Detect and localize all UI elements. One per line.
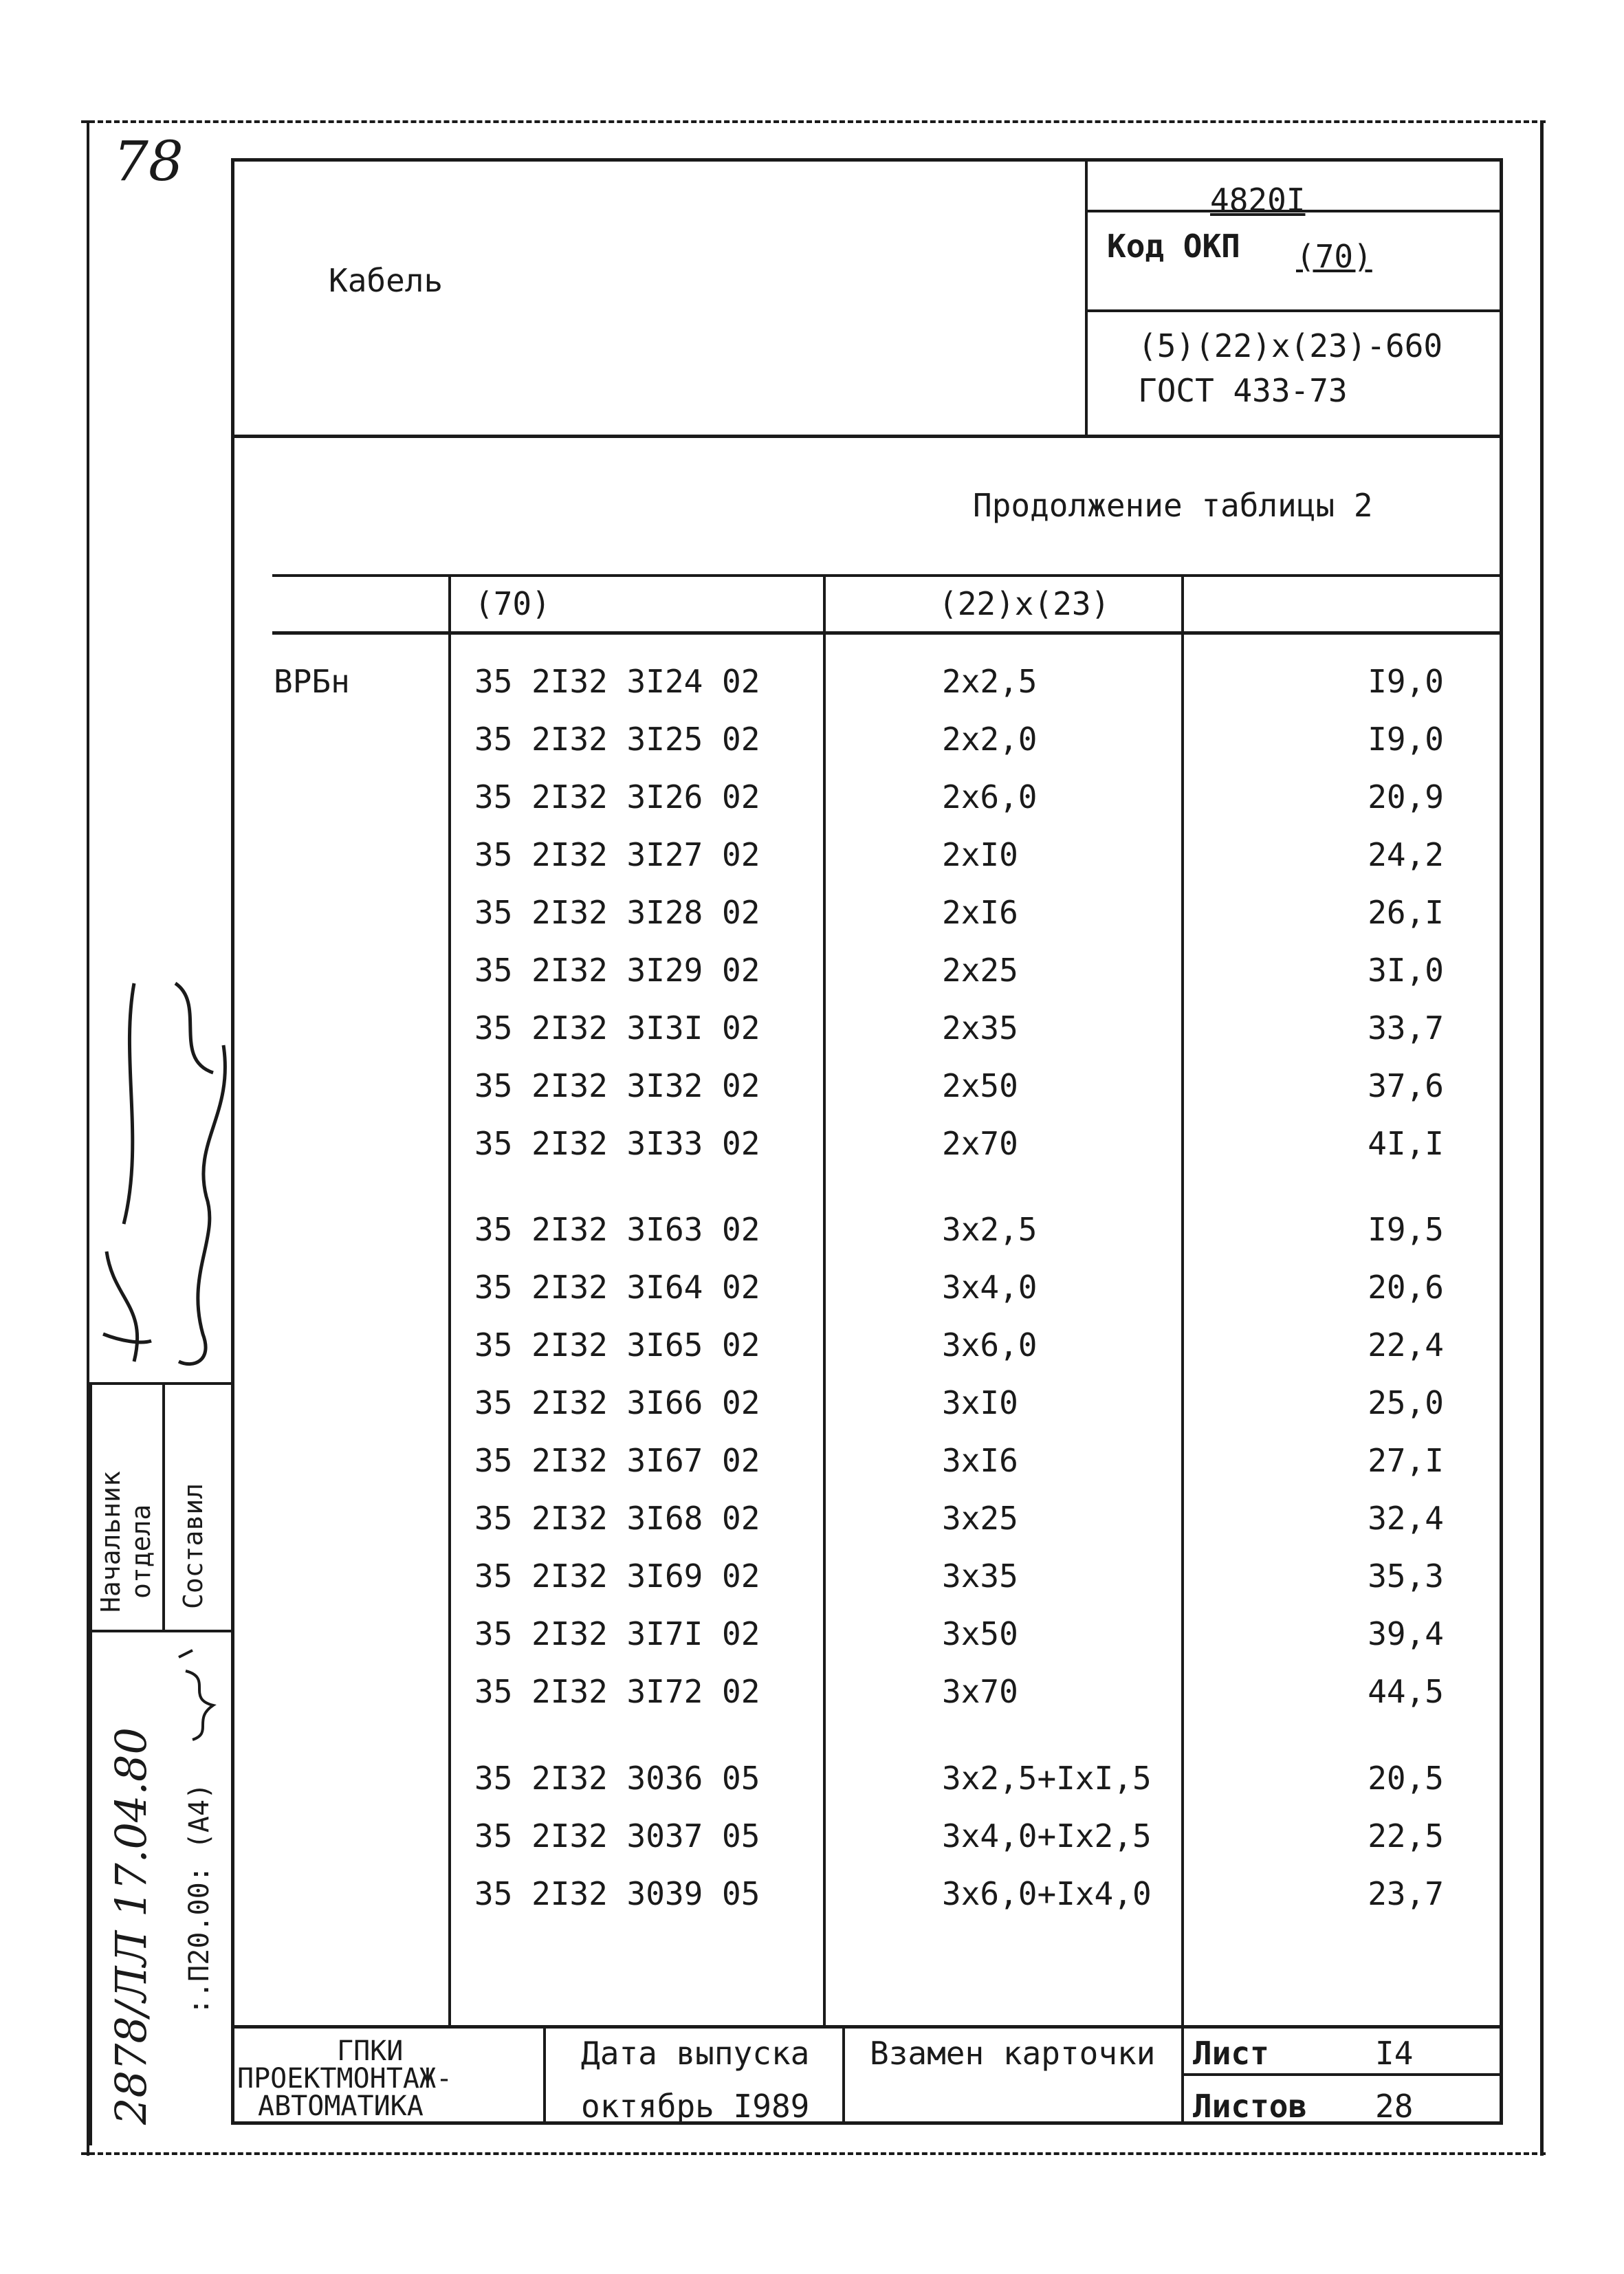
table-caption: Продолжение таблицы 2	[973, 487, 1373, 524]
table-row	[0, 1442, 1624, 1502]
cell-code: 35 2I32 3037 05	[474, 1817, 760, 1855]
table-row	[0, 778, 1624, 839]
cell-code: 35 2I32 3I66 02	[474, 1384, 760, 1421]
org-name-line-3: АВТОМАТИКА	[258, 2090, 424, 2122]
cell-size: 3x4,0+Ix2,5	[942, 1817, 1152, 1855]
cell-size: 3x6,0+Ix4,0	[942, 1875, 1152, 1912]
cell-value: 25,0	[1368, 1384, 1444, 1421]
org-name-line-1: ГПКИ	[337, 2035, 404, 2067]
cell-code: 35 2I32 3I24 02	[474, 663, 760, 700]
head-of-department-label-1: Начальник	[96, 1471, 126, 1612]
cell-size: 3x35	[942, 1557, 1018, 1595]
cell-code: 35 2I32 3I27 02	[474, 836, 760, 873]
org-name-line-2: ПРОЕКТМОНТАЖ-	[237, 2063, 453, 2095]
cell-size: 3xI6	[942, 1442, 1018, 1479]
table-row	[0, 1125, 1624, 1185]
table-row	[0, 1326, 1624, 1387]
code-box-line-2	[1085, 309, 1503, 312]
cell-code: 35 2I32 3I33 02	[474, 1125, 760, 1162]
header-divider	[1085, 158, 1088, 437]
outer-border-top	[81, 120, 1546, 123]
cell-value: 44,5	[1368, 1673, 1444, 1710]
cell-code: 35 2I32 3I63 02	[474, 1211, 760, 1248]
cell-size: 3x50	[942, 1615, 1018, 1652]
table-row	[0, 1762, 1624, 1820]
cell-code: 35 2I32 3I72 02	[474, 1673, 760, 1710]
cell-size: 2x25	[942, 952, 1018, 989]
stamp-inventory-number: 2878/ЛЛ 17.04.80	[106, 1727, 156, 2125]
table-row	[0, 663, 1624, 723]
table-row	[0, 1384, 1624, 1445]
cell-value: 37,6	[1368, 1067, 1444, 1104]
margin-line-mid	[162, 1382, 165, 1630]
cell-value: 35,3	[1368, 1557, 1444, 1595]
table-row	[0, 723, 1624, 781]
cell-value: 26,I	[1368, 894, 1444, 931]
table-header-top	[272, 574, 1503, 577]
table-row	[0, 1211, 1624, 1271]
table-row	[0, 1615, 1624, 1676]
cell-size: 2x2,0	[942, 721, 1038, 758]
format-designation: :.П20.00: (А4)	[184, 1782, 215, 2015]
cell-value: 33,7	[1368, 1009, 1444, 1047]
table-row	[0, 1067, 1624, 1128]
page-number: 78	[113, 129, 184, 193]
cell-value: I9,0	[1368, 721, 1444, 758]
cell-size: 2xI0	[942, 836, 1018, 873]
cell-code: 35 2I32 3I65 02	[474, 1326, 760, 1364]
table-row	[0, 954, 1624, 1012]
cell-size: 2x35	[942, 1009, 1018, 1047]
cell-code: 35 2I32 3I68 02	[474, 1500, 760, 1537]
cell-code: 35 2I32 3I69 02	[474, 1557, 760, 1595]
column-header-size: (22)x(23)	[939, 585, 1110, 622]
footer-divider-2	[842, 2025, 845, 2125]
table-row	[0, 836, 1624, 897]
cell-value: 3I,0	[1368, 952, 1444, 989]
compiler-label: Составил	[178, 1483, 208, 1609]
cell-value: 32,4	[1368, 1500, 1444, 1537]
replaces-card-label: Взамен карточки	[870, 2035, 1156, 2072]
table-row	[0, 1502, 1624, 1560]
footer-divider-1	[543, 2025, 546, 2125]
cell-code: 35 2I32 3036 05	[474, 1760, 760, 1797]
header-bottom-line	[231, 435, 1503, 438]
footer-divider-3	[1181, 2025, 1184, 2125]
okp-label: Код ОКП	[1107, 228, 1240, 265]
cell-value: 20,6	[1368, 1269, 1444, 1306]
issue-date-label: Дата выпуска	[581, 2035, 810, 2072]
cable-type-label: ВРБн	[274, 663, 350, 700]
sheet-label: Лист	[1193, 2035, 1269, 2072]
table-row	[0, 1817, 1624, 1878]
cell-value: 27,I	[1368, 1442, 1444, 1479]
cell-code: 35 2I32 3I67 02	[474, 1442, 760, 1479]
cell-code: 35 2I32 3I26 02	[474, 778, 760, 816]
margin-line-bottom	[89, 1630, 231, 1632]
cell-size: 3x2,5	[942, 1211, 1038, 1248]
cell-code: 35 2I32 3I7I 02	[474, 1615, 760, 1652]
cell-value: 22,4	[1368, 1326, 1444, 1364]
issue-date-value: октябрь I989	[581, 2088, 810, 2125]
table-row	[0, 1557, 1624, 1618]
cell-size: 3x70	[942, 1673, 1018, 1710]
code-number: 4820I	[1210, 182, 1306, 219]
table-row	[0, 1673, 1624, 1734]
cell-code: 35 2I32 3I25 02	[474, 721, 760, 758]
table-row	[0, 1271, 1624, 1329]
cell-size: 3x6,0	[942, 1326, 1038, 1364]
cell-size: 2x2,5	[942, 663, 1038, 700]
cell-value: 23,7	[1368, 1875, 1444, 1912]
outer-border-bottom	[81, 2152, 1546, 2155]
designation-line-2: ГОСТ 433-73	[1138, 372, 1348, 409]
total-sheets-label: Листов	[1193, 2088, 1308, 2125]
cell-code: 35 2I32 3I28 02	[474, 894, 760, 931]
cell-value: 4I,I	[1368, 1125, 1444, 1162]
sheet-number: I4	[1375, 2035, 1414, 2072]
signature-compiler	[165, 976, 241, 1375]
cell-size: 3x4,0	[942, 1269, 1038, 1306]
cell-size: 3xI0	[942, 1384, 1018, 1421]
header-title: Кабель	[329, 262, 443, 299]
cell-size: 2x70	[942, 1125, 1018, 1162]
signature-head-of-department	[93, 976, 162, 1375]
cell-code: 35 2I32 3I32 02	[474, 1067, 760, 1104]
cell-code: 35 2I32 3I3I 02	[474, 1009, 760, 1047]
table-row	[0, 1875, 1624, 1936]
designation-line-1: (5)(22)x(23)-660	[1138, 327, 1443, 364]
cell-value: I9,5	[1368, 1211, 1444, 1248]
cell-size: 3x25	[942, 1500, 1018, 1537]
table-row	[0, 1009, 1624, 1070]
table-row	[0, 894, 1624, 954]
margin-line-left	[89, 1382, 92, 2145]
cell-value: 20,9	[1368, 778, 1444, 816]
margin-line-top	[89, 1382, 231, 1385]
cell-value: 24,2	[1368, 836, 1444, 873]
cell-value: I9,0	[1368, 663, 1444, 700]
okp-value: (70)	[1296, 238, 1372, 275]
cell-size: 2x50	[942, 1067, 1018, 1104]
column-header-code: (70)	[474, 585, 551, 622]
cell-value: 20,5	[1368, 1760, 1444, 1797]
cell-code: 35 2I32 3039 05	[474, 1875, 760, 1912]
cell-code: 35 2I32 3I64 02	[474, 1269, 760, 1306]
table-header-bottom	[272, 631, 1503, 635]
cell-value: 39,4	[1368, 1615, 1444, 1652]
cell-size: 2x6,0	[942, 778, 1038, 816]
head-of-department-label-2: отдела	[126, 1504, 156, 1599]
cell-value: 22,5	[1368, 1817, 1444, 1855]
cell-size: 3x2,5+IxI,5	[942, 1760, 1152, 1797]
footer-mid-line	[1181, 2073, 1503, 2076]
total-sheets-value: 28	[1375, 2088, 1414, 2125]
signature-stamp-initials	[172, 1643, 227, 1747]
cell-size: 2xI6	[942, 894, 1018, 931]
footer-top-line	[231, 2025, 1503, 2029]
cell-code: 35 2I32 3I29 02	[474, 952, 760, 989]
